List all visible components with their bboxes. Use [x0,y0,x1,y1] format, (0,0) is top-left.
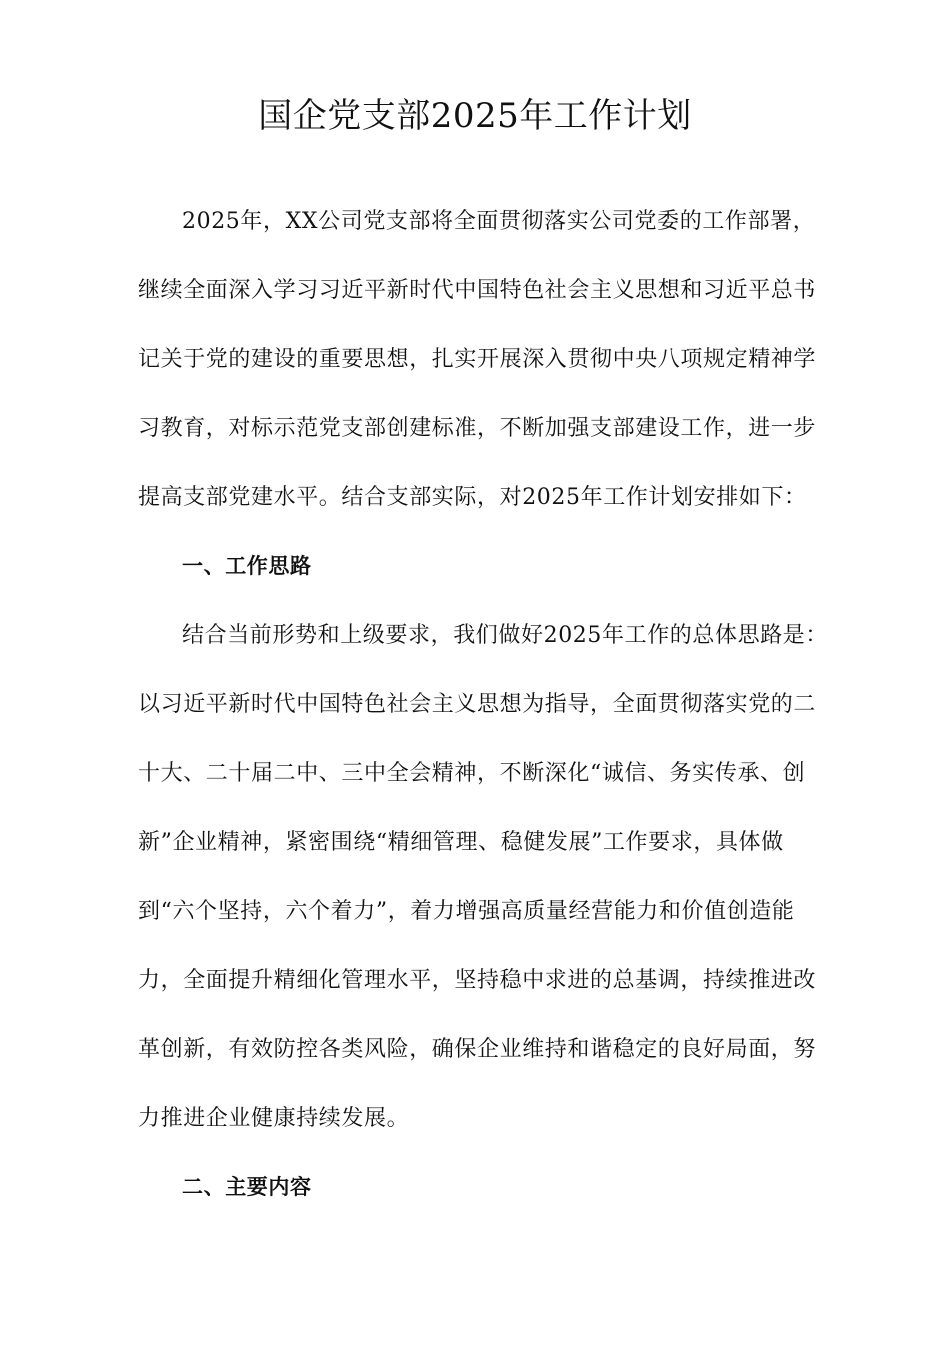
intro-paragraph: 2025年，XX公司党支部将全面贯彻落实公司党委的工作部署，继续全面深入学习习近平新时代中国特色社会主义思想和习近平总书记关于党的建设的重要思想，扎实开展深入贯彻中央八项规定精神学习教育，对标示范党支部创建标准，不断加强支部建设工作，进一步提高支部党建水平。结合支部实际，对2025年工作计划安排如下： [138,209,817,510]
document-title: 国企党支部2025年工作计划 [258,96,692,136]
section-heading-main-content: 二、主要内容 [182,1175,312,1199]
section-heading-work-approach: 一、工作思路 [182,554,312,578]
document-body [138,187,828,1222]
work-approach-paragraph: 结合当前形势和上级要求，我们做好2025年工作的总体思路是：以习近平新时代中国特色社会主义思想为指导，全面贯彻落实党的二十大、二十届二中、三中全会精神，不断深化“诚信、务实传承、创新”企业精神，紧密围绕“精细管理、稳健发展”工作要求，具体做到“六个坚持，六个着力”，着力增强高质量经营能力和价值创造能力，全面提升精细化管理水平，坚持稳中求进的总基调，持续推进改革创新，有效防控各类风险，确保企业维持和谐稳定的良好局面，努力推进企业健康持续发展。 [138,623,828,1131]
